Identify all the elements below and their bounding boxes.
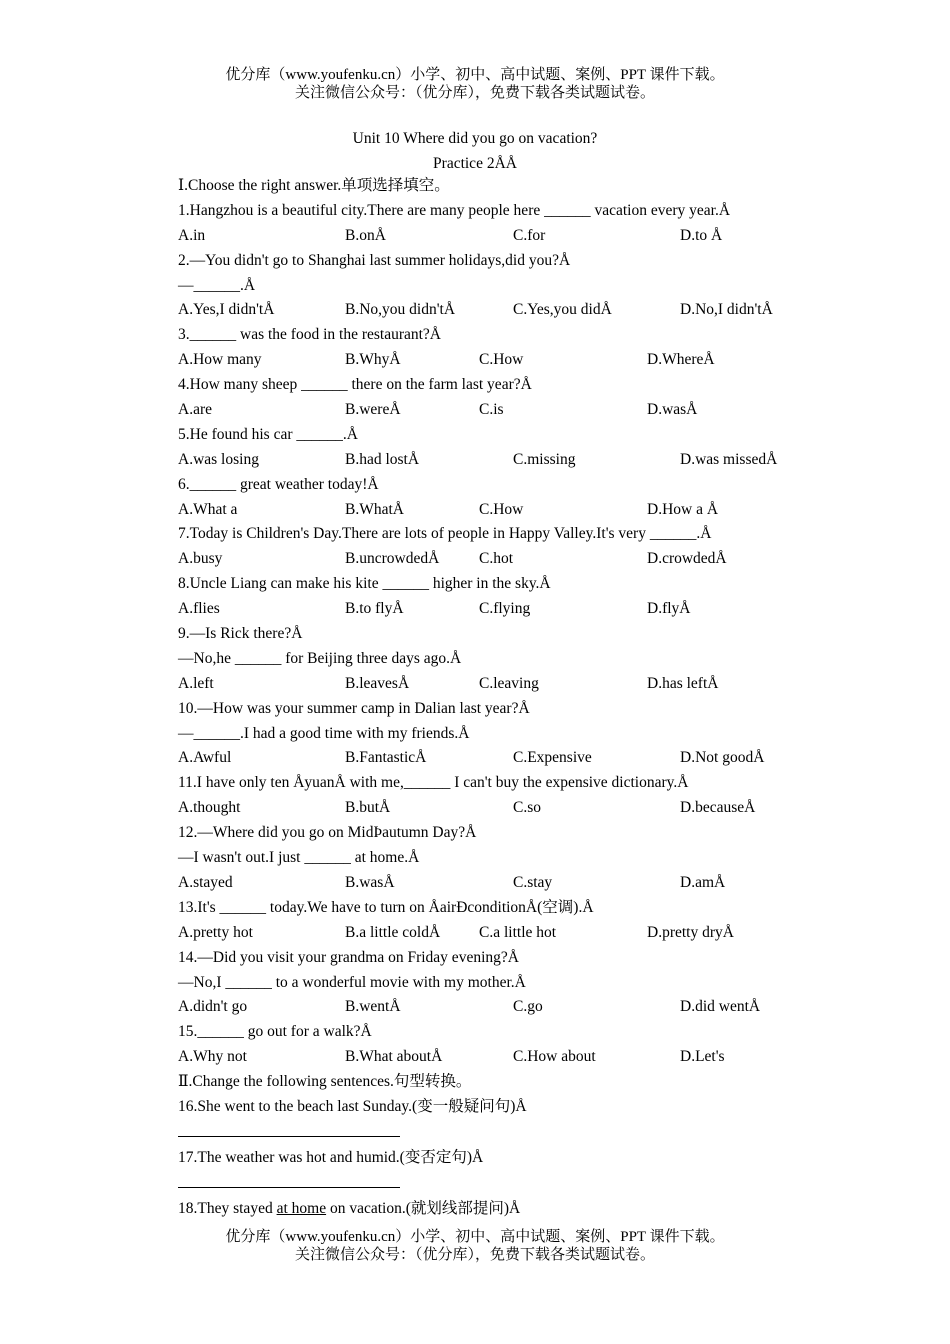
options-row [178,398,798,423]
answer-blank-17[interactable] [178,1171,400,1188]
option-b[interactable]: B.a little coldÅ [345,923,441,941]
option-a[interactable]: A.Why not [178,1048,247,1066]
option-d[interactable]: D.How a Å [647,500,719,518]
page-header [0,66,950,102]
question-16: 16.She went to the beach last Sunday.(变一般疑问句)Å [178,1097,527,1115]
title-block [0,126,950,176]
option-d[interactable]: D.No,I didn'tÅ [680,301,773,319]
option-c[interactable]: C.How [479,351,524,369]
question-18 [178,1197,798,1222]
question-18-after: on vacation.(就划线部提问)Å [326,1199,521,1217]
options-row [178,498,798,523]
option-b[interactable]: B.wereÅ [345,401,401,419]
option-c[interactable]: C.for [513,226,546,244]
footer-line-2: 关注微信公众号：（优分库），免费下载各类试题试卷。 [294,1247,655,1263]
option-a[interactable]: A.are [178,401,212,419]
option-d[interactable]: D.flyÅ [647,600,691,618]
question-11-stem: 11.I have only ten ÅyuanÅ with me,______ I can't buy the expensive dictionary.Å [178,774,689,792]
option-a[interactable]: A.Yes,I didn'tÅ [178,301,275,319]
option-b[interactable]: B.onÅ [345,226,386,244]
page-footer [0,1228,950,1264]
footer-line-1: 优分库（www.youfenku.cn）小学、初中、高中试题、案例、PPT 课件下载。 [225,1229,725,1245]
option-c[interactable]: C.is [479,401,504,419]
options-row [178,1045,798,1070]
option-c[interactable]: C.Yes,you didÅ [513,301,612,319]
options-row [178,921,798,946]
question-9-stem: 9.—Is Rick there?Å [178,625,303,643]
option-a[interactable]: A.stayed [178,873,233,891]
question-1-stem: 1.Hangzhou is a beautiful city.There are many people here ______ vacation every year.Å [178,201,731,219]
option-a[interactable]: A.left [178,674,214,692]
option-d[interactable]: D.crowdedÅ [647,550,727,568]
question-list [178,199,798,1070]
option-d[interactable]: D.Let's [680,1048,725,1066]
option-c[interactable]: C.so [513,799,541,817]
option-a[interactable]: A.didn't go [178,998,248,1016]
option-b[interactable]: B.leavesÅ [345,674,410,692]
option-c[interactable]: C.missing [513,450,576,468]
option-d[interactable]: D.WhereÅ [647,351,715,369]
answer-blank-16[interactable] [178,1120,400,1137]
question-15-stem: 15.______ go out for a walk?Å [178,1023,372,1041]
option-b[interactable]: B.butÅ [345,799,391,817]
option-c[interactable]: C.Expensive [513,749,592,767]
question-2-stem: 2.—You didn't go to Shanghai last summer holidays,did you?Å [178,251,571,269]
options-row [178,298,798,323]
option-d[interactable]: D.to Å [680,226,723,244]
option-d[interactable]: D.becauseÅ [680,799,756,817]
question-14-reply: —No,I ______ to a wonderful movie with my mother.Å [178,973,526,991]
option-c[interactable]: C.leaving [479,674,539,692]
option-c[interactable]: C.hot [479,550,514,568]
option-a[interactable]: A.How many [178,351,262,369]
section-1-heading: Ⅰ.Choose the right answer.单项选择填空。 [178,177,450,194]
options-row [178,995,798,1020]
practice-title: Practice 2ÅÅ [433,155,517,172]
option-a[interactable]: A.was losing [178,450,259,468]
question-12-reply: —I wasn't out.I just ______ at home.Å [178,849,420,867]
option-d[interactable]: D.wasÅ [647,401,698,419]
option-b[interactable]: B.No,you didn'tÅ [345,301,456,319]
option-a[interactable]: A.flies [178,600,220,618]
question-18-underlined: at home [276,1199,327,1217]
option-a[interactable]: A.Awful [178,749,232,767]
exercise-content [178,174,798,1221]
header-line-2: 关注微信公众号：（优分库），免费下载各类试题试卷。 [294,85,655,101]
option-d[interactable]: D.pretty dryÅ [647,923,734,941]
option-d[interactable]: D.Not goodÅ [680,749,765,767]
question-10-reply: —______.I had a good time with my friends.Å [178,724,470,742]
option-c[interactable]: C.How [479,500,524,518]
option-d[interactable]: D.did wentÅ [680,998,761,1016]
header-line-1: 优分库（www.youfenku.cn）小学、初中、高中试题、案例、PPT 课件下载。 [225,67,725,83]
question-13-stem: 13.It's ______ today.We have to turn on ÅairÐconditionÅ(空调).Å [178,898,594,916]
options-row [178,224,798,249]
options-row [178,547,798,572]
option-c[interactable]: C.flying [479,600,531,618]
option-b[interactable]: B.had lostÅ [345,450,420,468]
question-2-reply: —______.Å [178,276,256,294]
unit-title: Unit 10 Where did you go on vacation? [352,130,598,147]
option-c[interactable]: C.stay [513,873,553,891]
question-8-stem: 8.Uncle Liang can make his kite ______ higher in the sky.Å [178,575,551,593]
section-2-heading: Ⅱ.Change the following sentences.句型转换。 [178,1073,472,1091]
options-row [178,746,798,771]
option-a[interactable]: A.thought [178,799,241,817]
option-c[interactable]: C.go [513,998,543,1016]
question-6-stem: 6.______ great weather today!Å [178,475,379,493]
option-a[interactable]: A.What a [178,500,238,518]
options-row [178,871,798,896]
option-b[interactable]: B.FantasticÅ [345,749,427,767]
question-10-stem: 10.—How was your summer camp in Dalian last year?Å [178,699,530,717]
options-row [178,348,798,373]
option-a[interactable]: A.in [178,226,206,244]
options-row [178,796,798,821]
question-9-reply: —No,he ______ for Beijing three days ago.Å [178,649,462,667]
question-18-before: 18.They stayed [178,1199,277,1217]
option-b[interactable]: B.to flyÅ [345,600,404,618]
option-b[interactable]: B.wentÅ [345,998,401,1016]
question-12-stem: 12.—Where did you go on MidÞautumn Day?Å [178,824,477,842]
option-a[interactable]: A.pretty hot [178,923,253,941]
option-c[interactable]: C.a little hot [479,923,557,941]
option-d[interactable]: D.has leftÅ [647,674,719,692]
question-5-stem: 5.He found his car ______.Å [178,425,358,443]
option-b[interactable]: B.WhatÅ [345,500,404,518]
question-14-stem: 14.—Did you visit your grandma on Friday evening?Å [178,948,519,966]
option-a[interactable]: A.busy [178,550,223,568]
option-b[interactable]: B.wasÅ [345,873,395,891]
question-4-stem: 4.How many sheep ______ there on the farm last year?Å [178,376,532,394]
question-7-stem: 7.Today is Children's Day.There are lots of people in Happy Valley.It's very ______.Å [178,525,712,543]
option-d[interactable]: D.was missedÅ [680,450,778,468]
question-17: 17.The weather was hot and humid.(变否定句)Å [178,1148,484,1166]
options-row [178,672,798,697]
option-b[interactable]: B.WhyÅ [345,351,401,369]
option-c[interactable]: C.How about [513,1048,596,1066]
options-row [178,448,798,473]
option-b[interactable]: B.uncrowdedÅ [345,550,440,568]
option-d[interactable]: D.amÅ [680,873,726,891]
options-row [178,597,798,622]
question-3-stem: 3.______ was the food in the restaurant?Å [178,326,442,344]
option-b[interactable]: B.What aboutÅ [345,1048,443,1066]
